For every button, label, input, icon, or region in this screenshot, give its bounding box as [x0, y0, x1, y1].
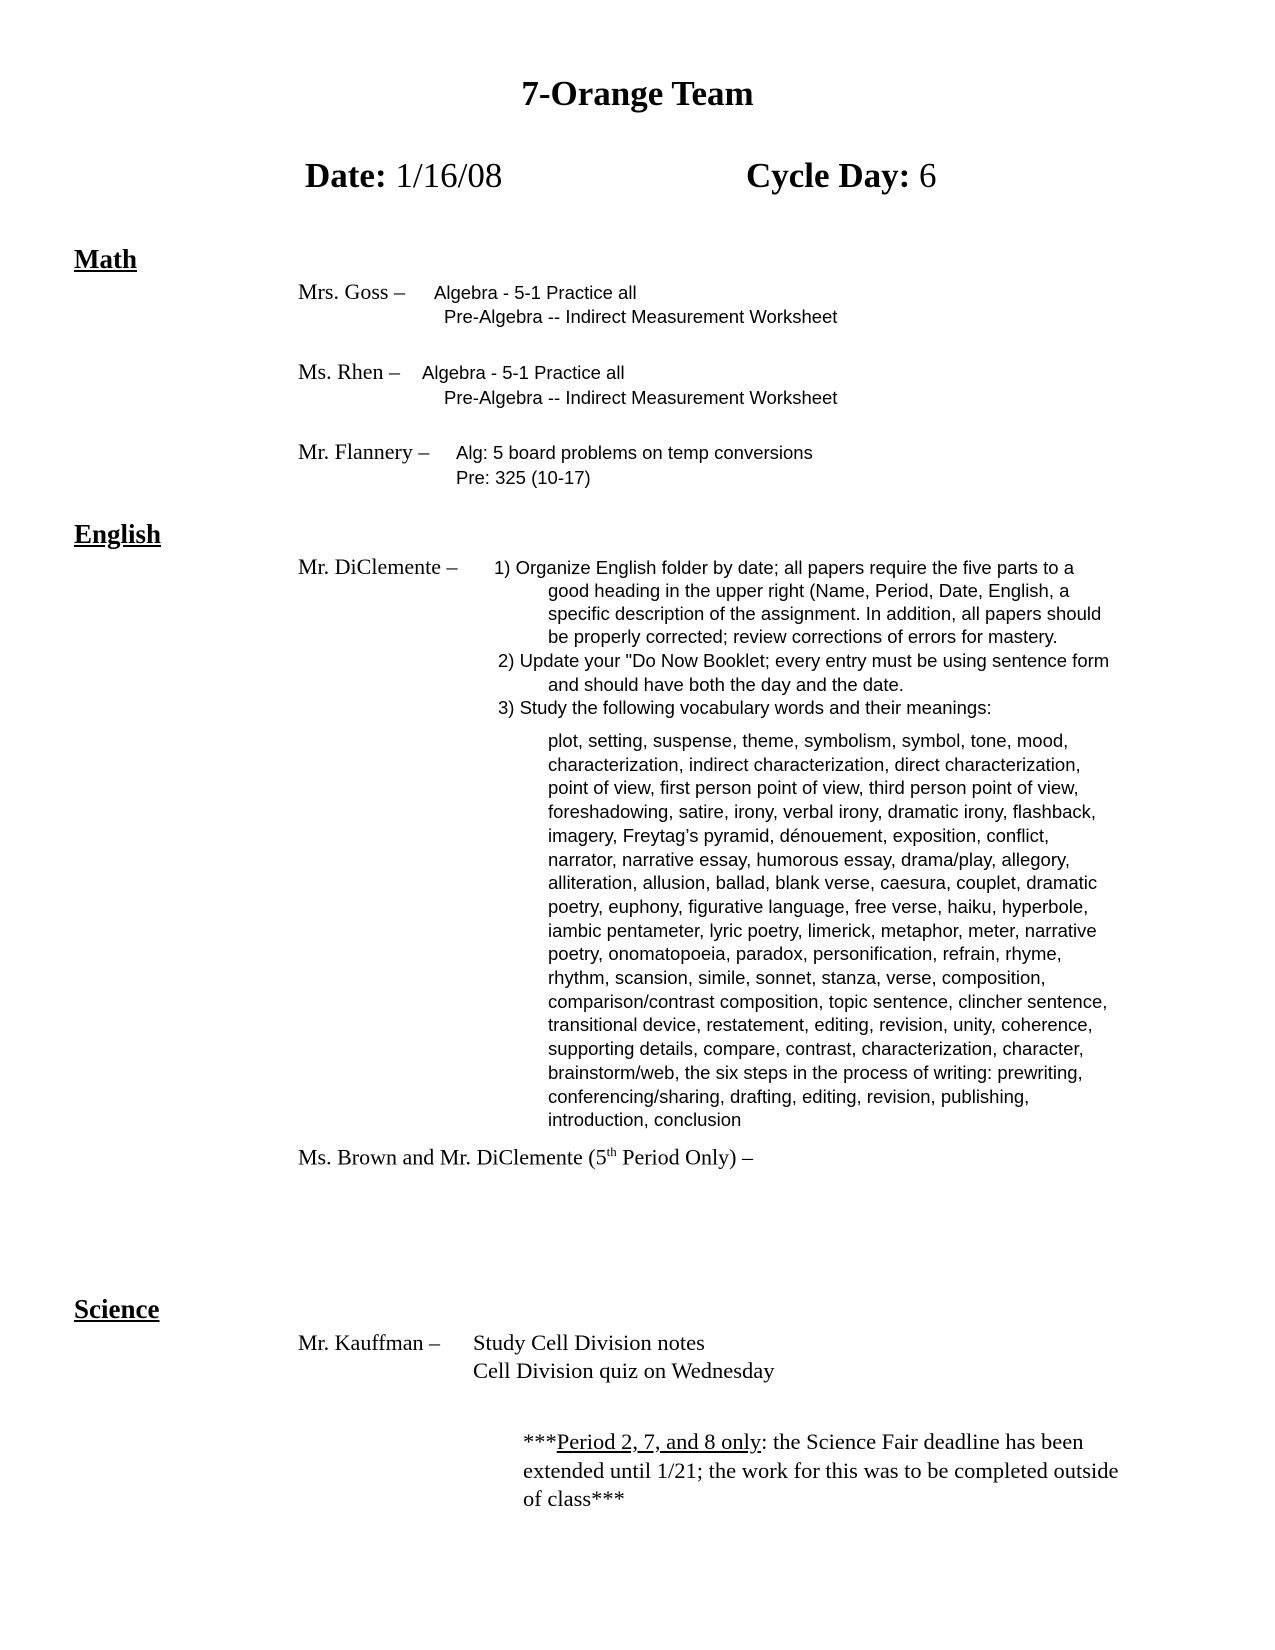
- vocabulary-list: [548, 729, 1188, 1132]
- date-line: [305, 156, 502, 196]
- brown-diclemente-line: [298, 1144, 753, 1170]
- diclemente-teacher: Mr. DiClemente –: [298, 554, 458, 579]
- item-1-line-4: be properly corrected; review corrections of errors for mastery.: [548, 626, 1058, 647]
- english-heading: English: [74, 519, 162, 549]
- flannery-teacher: Mr. Flannery –: [298, 439, 430, 464]
- cycle-day-value: 6: [919, 156, 937, 195]
- date-label: Date:: [305, 156, 387, 195]
- flannery-line-2: Pre: 325 (10-17): [456, 467, 591, 488]
- item-1-line-2: good heading in the upper right (Name, Period, Date, English, a: [548, 580, 1070, 601]
- brown-text-post: Period Only) –: [616, 1144, 753, 1170]
- vocab-line: point of view, first person point of view, third person point of view,: [548, 777, 1079, 799]
- item-1-line-3: specific description of the assignment. In addition, all papers should: [548, 603, 1102, 624]
- note-underlined: Period 2, 7, and 8 only: [556, 1429, 762, 1454]
- note-line-3: of class***: [523, 1486, 625, 1511]
- item-1-line-1: 1) Organize English folder by date; all papers require the five parts to a: [494, 557, 1074, 578]
- note-prefix: ***: [523, 1429, 557, 1454]
- vocab-line: imagery, Freytag’s pyramid, dénouement, exposition, conflict,: [548, 824, 1050, 846]
- kauffman-line-1: Study Cell Division notes: [473, 1330, 705, 1355]
- kauffman-line-2: Cell Division quiz on Wednesday: [473, 1358, 775, 1383]
- vocab-line: poetry, onomatopoeia, paradox, personification, refrain, rhyme,: [548, 943, 1062, 965]
- vocab-line: characterization, indirect characterization, direct characterization,: [548, 753, 1081, 775]
- math-heading: Math: [74, 244, 137, 274]
- vocab-line: comparison/contrast composition, topic sentence, clincher sentence,: [548, 990, 1108, 1012]
- note-line-1: [523, 1428, 1119, 1457]
- vocab-line: transitional device, restatement, editing, revision, unity, coherence,: [548, 1014, 1093, 1036]
- vocab-line: plot, setting, suspense, theme, symbolism, symbol, tone, mood,: [548, 730, 1069, 751]
- vocab-line: introduction, conclusion: [548, 1109, 742, 1131]
- vocab-line: conferencing/sharing, drafting, editing, revision, publishing,: [548, 1085, 1030, 1107]
- rhen-line-1: Algebra - 5-1 Practice all: [422, 362, 625, 383]
- note-rest: : the Science Fair deadline has been: [761, 1429, 1084, 1454]
- vocab-line: rhythm, scansion, simile, sonnet, stanza, verse, composition,: [548, 967, 1046, 989]
- goss-line-1: Algebra - 5-1 Practice all: [434, 282, 637, 303]
- goss-teacher: Mrs. Goss –: [298, 279, 405, 304]
- cycle-day-label: Cycle Day:: [746, 156, 911, 195]
- vocab-line: iambic pentameter, lyric poetry, limerick, metaphor, meter, narrative: [548, 919, 1097, 941]
- vocab-line: poetry, euphony, figurative language, free verse, haiku, hyperbole,: [548, 895, 1089, 917]
- cycle-day-line: [746, 156, 937, 196]
- item-3-intro: 3) Study the following vocabulary words and their meanings:: [498, 697, 992, 718]
- date-value: 1/16/08: [395, 156, 503, 195]
- rhen-line-2: Pre-Algebra -- Indirect Measurement Worksheet: [444, 387, 838, 408]
- kauffman-teacher: Mr. Kauffman –: [298, 1330, 440, 1355]
- flannery-line-1: Alg: 5 board problems on temp conversions: [456, 442, 813, 463]
- vocab-line: brainstorm/web, the six steps in the process of writing: prewriting,: [548, 1061, 1083, 1083]
- vocab-line: supporting details, compare, contrast, characterization, character,: [548, 1038, 1084, 1060]
- item-2-line-2: and should have both the day and the date.: [548, 674, 904, 695]
- vocab-line: narrator, narrative essay, humorous essay, drama/play, allegory,: [548, 848, 1071, 870]
- science-heading: Science: [74, 1294, 160, 1324]
- vocab-line: alliteration, allusion, ballad, blank verse, caesura, couplet, dramatic: [548, 872, 1098, 894]
- rhen-teacher: Ms. Rhen –: [298, 359, 401, 384]
- brown-superscript: th: [606, 1144, 617, 1159]
- note-line-2: extended until 1/21; the work for this was to be completed outside: [523, 1457, 1119, 1483]
- brown-text-pre: Ms. Brown and Mr. DiClemente (5: [298, 1144, 607, 1170]
- science-fair-note: [523, 1428, 1119, 1514]
- goss-line-2: Pre-Algebra -- Indirect Measurement Worksheet: [444, 306, 838, 327]
- item-2-line-1: 2) Update your "Do Now Booklet; every entry must be using sentence form: [498, 650, 1110, 671]
- vocab-line: foreshadowing, satire, irony, verbal irony, dramatic irony, flashback,: [548, 801, 1097, 823]
- page-title: 7-Orange Team: [521, 74, 754, 113]
